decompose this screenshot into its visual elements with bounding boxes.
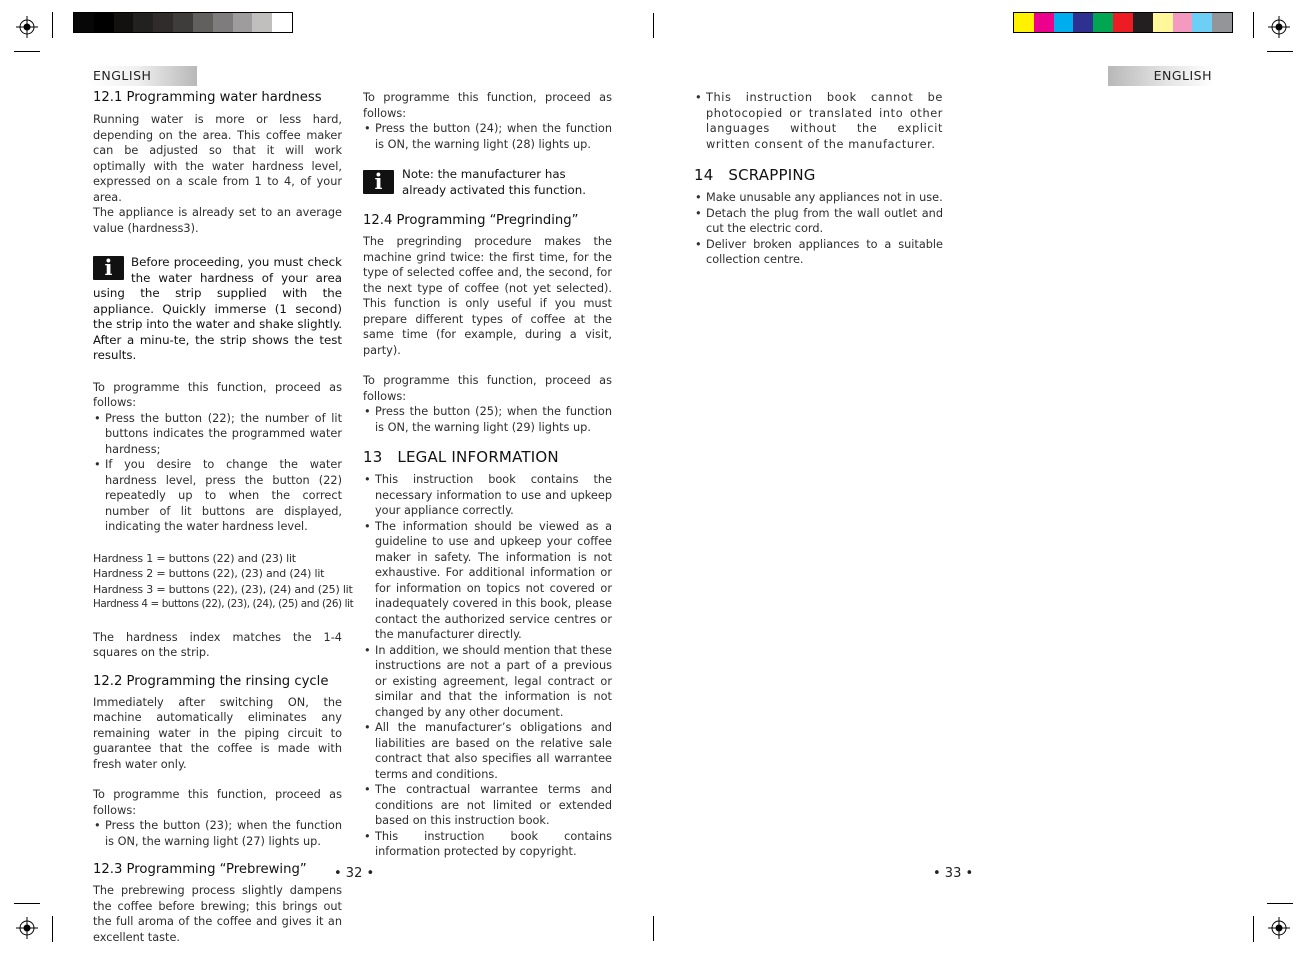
note-text: Before proceeding, you must check the water hardness of your area using the strip supplied with the appliance. Quickly immerse (1 second) the strip into the water and shake slightly. After a minu-te, the strip shows the test results. — [93, 255, 342, 362]
bullet-list — [363, 404, 612, 435]
list-item: • This instruction book contains the necessary information to use and upkeep your appliance correctly. — [363, 472, 612, 519]
page-number: • 32 • — [334, 866, 375, 881]
color-swatch — [272, 13, 292, 32]
info-icon: i — [363, 170, 394, 194]
right-page-column-1 — [694, 90, 943, 268]
registration-mark-icon — [16, 16, 38, 38]
paragraph: To programme this function, proceed as follows: — [363, 91, 612, 120]
color-swatch — [94, 13, 114, 32]
color-swatch — [1054, 13, 1074, 32]
section-heading: 14 SCRAPPING — [694, 166, 816, 184]
hardness-line: Hardness 3 = buttons (22), (23), (24) and (25) lit — [93, 582, 353, 596]
paragraph: To programme this function, proceed as follows: — [363, 374, 612, 403]
language-header: ENGLISH — [88, 66, 197, 86]
color-swatch — [153, 13, 173, 32]
color-swatch — [1073, 13, 1093, 32]
color-swatch — [213, 13, 233, 32]
grayscale-calibration-bar — [73, 12, 293, 33]
color-swatch — [1014, 13, 1034, 32]
paragraph: The appliance is already set to an average value (hardness3). — [93, 206, 342, 235]
registration-mark-icon — [1268, 917, 1290, 939]
section-heading: 13 LEGAL INFORMATION — [363, 448, 559, 466]
list-item: • Detach the plug from the wall outlet and cut the electric cord. — [694, 206, 943, 237]
bullet-list — [93, 818, 342, 849]
bullet-list — [694, 190, 943, 268]
list-item: • The contractual warrantee terms and conditions are not limited or extended based on this instruction book. — [363, 782, 612, 829]
paragraph: To programme this function, proceed as follows: — [93, 788, 342, 817]
color-swatch — [1192, 13, 1212, 32]
color-swatch — [1093, 13, 1113, 32]
bullet-list — [93, 411, 342, 535]
hardness-line: Hardness 1 = buttons (22) and (23) lit — [93, 551, 296, 565]
hardness-table — [93, 551, 354, 613]
left-page-column-2 — [363, 90, 612, 860]
color-swatch — [233, 13, 253, 32]
list-item: • All the manufacturer’s obligations and liabilities are based on the relative sale contract that also specifies all warrantee terms and conditions. — [363, 720, 612, 782]
list-item: • Make unusable any appliances not in use. — [694, 190, 943, 206]
paragraph: The prebrewing process slightly dampens the coffee before brewing; this brings out the full aroma of the coffee and gives it an excellent taste. — [93, 884, 342, 944]
list-item: • Press the button (24); when the function is ON, the warning light (28) lights up. — [363, 121, 612, 152]
info-note — [363, 167, 612, 198]
section-heading: 12.4 Programming “Pregrinding” — [363, 213, 579, 228]
bullet-list — [363, 472, 612, 860]
hardness-line: Hardness 4 = buttons (22), (23), (24), (25) and (26) lit — [93, 598, 354, 610]
color-swatch — [1212, 13, 1232, 32]
list-item: • Press the button (22); the number of lit buttons indicates the programmed water hardness; — [93, 411, 342, 458]
list-item: • If you desire to change the water hardness level, press the button (22) repeatedly up to when the correct number of lit buttons are displayed, indicating the water hardness level. — [93, 457, 342, 535]
color-swatch — [1133, 13, 1153, 32]
list-item: • Press the button (25); when the function is ON, the warning light (29) lights up. — [363, 404, 612, 435]
color-swatch — [114, 13, 134, 32]
color-swatch — [193, 13, 213, 32]
color-swatch — [252, 13, 272, 32]
section-heading: 12.2 Programming the rinsing cycle — [93, 673, 329, 689]
color-calibration-bar — [1013, 12, 1233, 33]
list-item: • The information should be viewed as a guideline to use and upkeep your coffee maker in safety. The information is not exhaustive. For additional information or for information on topics not covered or inadequately covered in this book, please contact the authorized service centres or the manufacturer directly. — [363, 519, 612, 643]
color-swatch — [1113, 13, 1133, 32]
section-heading: 12.1 Programming water hardness — [93, 90, 322, 105]
note-text: Note: the manufacturer has already activated this function. — [402, 167, 586, 197]
color-swatch — [133, 13, 153, 32]
paragraph: The hardness index matches the 1-4 squares on the strip. — [93, 630, 342, 659]
paragraph: To programme this function, proceed as follows: — [93, 380, 342, 409]
color-swatch — [173, 13, 193, 32]
list-item: • This instruction book cannot be photocopied or translated into other languages without the explicit written consent of the manufacturer. — [694, 90, 943, 152]
info-icon: i — [93, 256, 124, 280]
section-heading: 12.3 Programming “Prebrewing” — [93, 862, 307, 877]
info-note — [93, 255, 342, 364]
color-swatch — [1034, 13, 1054, 32]
list-item: • Press the button (23); when the function is ON, the warning light (27) lights up. — [93, 818, 342, 849]
color-swatch — [1173, 13, 1193, 32]
color-swatch — [74, 13, 94, 32]
list-item: • Deliver broken appliances to a suitable collection centre. — [694, 237, 943, 268]
language-header: ENGLISH — [1108, 66, 1214, 86]
paragraph: The pregrinding procedure makes the machine grind twice: the first time, for the type of selected coffee and, the second, for the next type of coffee (not yet selected). This function is only useful if you must prepare different types of coffee at the same time (for example, during a visit, party). — [363, 235, 612, 357]
page-number: • 33 • — [933, 866, 974, 881]
list-item: • In addition, we should mention that these instructions are not a part of a previous or existing agreement, legal contract or similar and that the information is not changed by any other document. — [363, 643, 612, 721]
registration-mark-icon — [16, 917, 38, 939]
hardness-line: Hardness 2 = buttons (22), (23) and (24) lit — [93, 567, 325, 580]
list-item: • This instruction book contains information protected by copyright. — [363, 829, 612, 860]
paragraph: Running water is more or less hard, depending on the area. This coffee maker can be adjusted so that it will work optimally with the water hardness level, expressed on a scale from 1 to 4, of your area. — [93, 113, 342, 204]
color-swatch — [1153, 13, 1173, 32]
left-page-column-1 — [93, 89, 354, 945]
paragraph: Immediately after switching ON, the machine automatically eliminates any remaining water in the piping circuit to guarantee that the coffee is made with fresh water only. — [93, 695, 342, 771]
bullet-list — [694, 90, 943, 152]
registration-mark-icon — [1268, 16, 1290, 38]
bullet-list — [363, 121, 612, 152]
